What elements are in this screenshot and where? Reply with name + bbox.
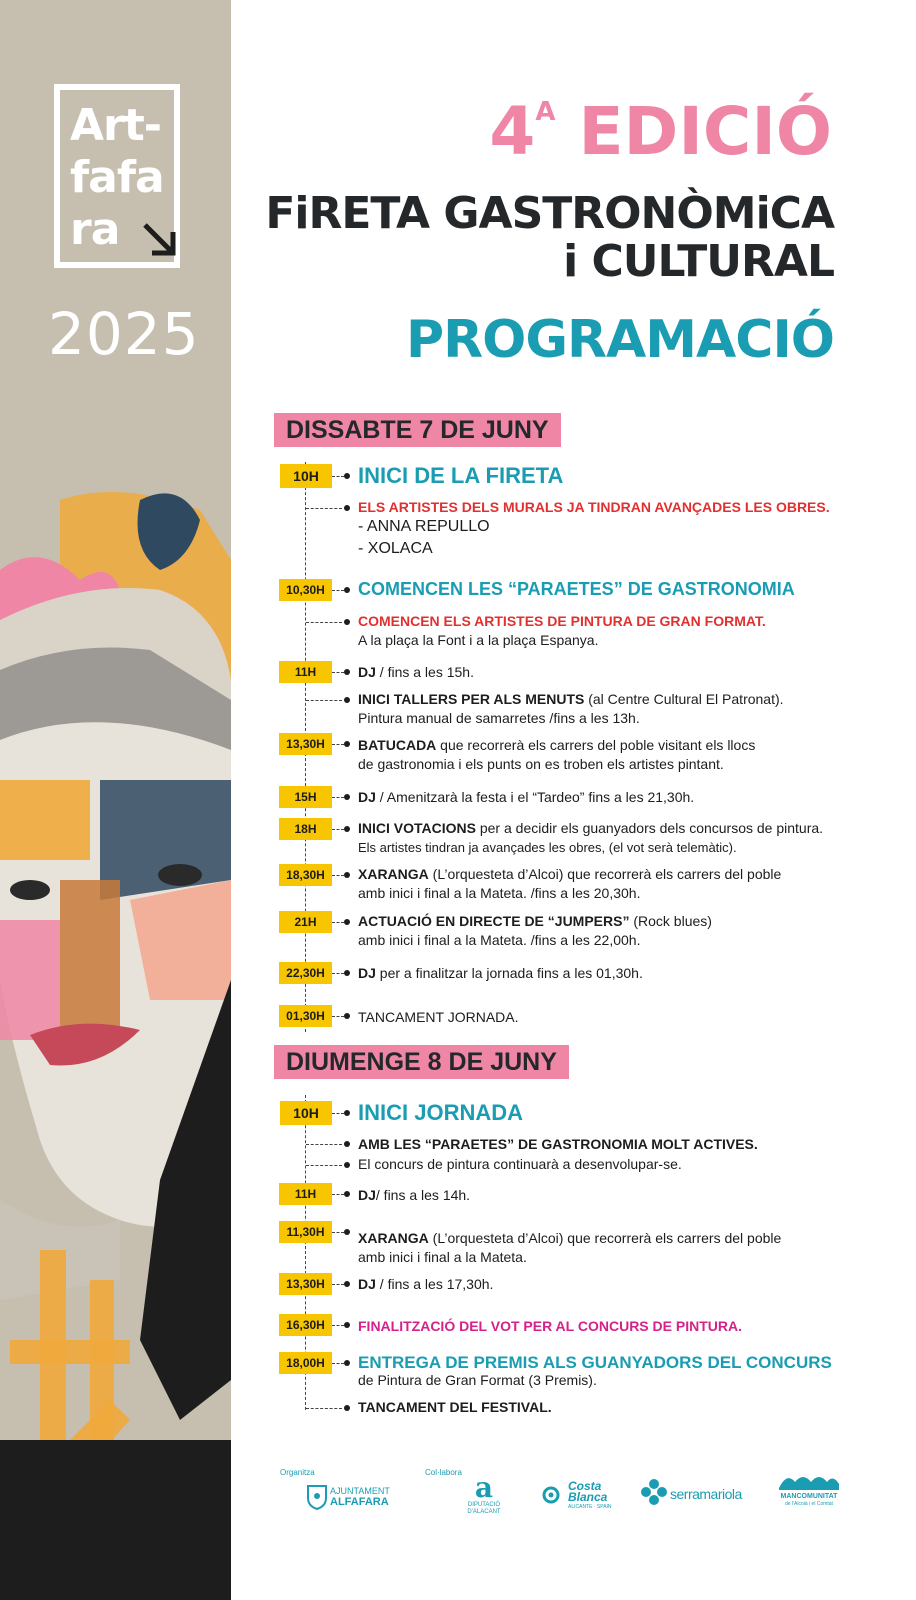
bullet-dot (344, 669, 350, 675)
batucada-detail: que recorrerà els carrers del poble visitant els llocs (436, 737, 756, 753)
paraetes-actives (358, 1135, 878, 1154)
left-art-panel (0, 0, 231, 1600)
dj-item (358, 663, 878, 682)
connector (332, 590, 344, 591)
connector (306, 1165, 342, 1166)
event-title-line-2: i CULTURAL (563, 236, 834, 287)
bullet-dot (344, 587, 350, 593)
arrow-down-right-icon (142, 222, 178, 258)
day1-header: DISSABTE 7 DE JUNY (274, 413, 561, 447)
edition-title (489, 72, 832, 172)
time-badge: 22,30H (279, 962, 332, 984)
connector (332, 1194, 344, 1195)
ajuntament-line2: ALFAFARA (330, 1496, 389, 1508)
costa-blanca-logo (538, 1478, 614, 1514)
dj-detail: per a finalitzar la jornada fins a les 01,30h. (375, 965, 643, 981)
time-badge: 11H (279, 661, 332, 683)
dj-item (358, 1186, 878, 1205)
tallers-detail: (al Centre Cultural El Patronat). (584, 691, 784, 707)
dj-label: DJ (358, 789, 376, 805)
bullet-dot (344, 872, 350, 878)
bullet-dot (344, 826, 350, 832)
xaranga-detail: (L’orquesteta d’Alcoi) que recorrerà els carrers del poble (428, 866, 782, 882)
tallers-label: INICI TALLERS PER ALS MENUTS (358, 691, 585, 707)
connector (332, 1363, 344, 1364)
year-label: 2025 (48, 300, 200, 368)
costa-line3: ALICANTE · SPAIN (568, 1504, 612, 1510)
wave-icon (777, 1470, 841, 1492)
day2-header: DIUMENGE 8 DE JUNY (274, 1045, 569, 1079)
jumpers-detail: (Rock blues) (629, 913, 712, 929)
serra-mariola-logo (640, 1478, 756, 1508)
connector (306, 622, 342, 623)
bullet-dot (344, 1360, 350, 1366)
time-badge: 21H (279, 911, 332, 933)
bullet-dot (344, 1229, 350, 1235)
xaranga-sub: amb inici i final a la Mateta. (358, 1249, 527, 1265)
xaranga-label: XARANGA (358, 866, 429, 882)
artist-xolaca: - XOLACA (358, 540, 433, 557)
bullet-dot (344, 794, 350, 800)
premis-title: ENTREGA DE PREMIS ALS GUANYADORS DEL CONCURS (358, 1353, 832, 1372)
jumpers-item (358, 912, 878, 950)
murals-note: ELS ARTISTES DELS MURALS JA TINDRAN AVANÇADES LES OBRES. (358, 499, 830, 515)
xaranga-item (358, 1229, 878, 1267)
votacions-sub: Els artistes tindran ja avançades les obres, (el vot serà telemàtic). (358, 840, 737, 855)
collabora-label: Col·labora (425, 1468, 462, 1477)
time-badge: 10H (280, 464, 332, 488)
gran-format-item (358, 612, 878, 650)
shield-icon (306, 1484, 328, 1510)
connector (332, 1016, 344, 1017)
time-badge: 15H (279, 786, 332, 808)
concurs-continua: El concurs de pintura continuarà a desenvolupar-se. (358, 1156, 682, 1172)
bullet-dot (344, 970, 350, 976)
xaranga-sub: amb inici i final a la Mateta. /fins a les 20,30h. (358, 885, 641, 901)
time-badge: 18H (279, 818, 332, 840)
premis-item (358, 1352, 878, 1388)
connector (332, 922, 344, 923)
bullet-dot (344, 1322, 350, 1328)
jumpers-sub: amb inici i final a la Mateta. /fins a les 22,00h. (358, 932, 641, 948)
logo-line-1: Art- (70, 104, 165, 148)
manco-line1: MANCOMUNITAT (780, 1493, 838, 1500)
dj-item (358, 1275, 878, 1294)
time-badge: 18,00H (279, 1352, 332, 1374)
logo-line-3: ra (70, 208, 123, 252)
bullet-dot (344, 1191, 350, 1197)
dj-label: DJ (358, 1276, 376, 1292)
bullet-dot (344, 473, 350, 479)
batucada-sub: de gastronomia i els punts on es troben els artistes pintant. (358, 756, 724, 772)
connector (332, 829, 344, 830)
connector (332, 797, 344, 798)
bullet-dot (344, 1405, 350, 1411)
connector (332, 1232, 344, 1233)
ajuntament-line1: AJUNTAMENT (330, 1486, 390, 1496)
time-badge: 10,30H (279, 579, 332, 601)
connector (332, 973, 344, 974)
bullet-dot (344, 1162, 350, 1168)
connector (306, 700, 342, 701)
tancament-festival (358, 1398, 878, 1417)
premis-sub: de Pintura de Gran Format (3 Premis). (358, 1372, 597, 1388)
edition-number: 4 (489, 93, 536, 170)
connector (306, 1408, 342, 1409)
inici-jornada: INICI JORNADA (358, 1100, 524, 1125)
connector (306, 1144, 342, 1145)
bullet-dot (344, 741, 350, 747)
connector (332, 875, 344, 876)
inici-fireta: INICI DE LA FIRETA (358, 463, 564, 488)
votacions-label: INICI VOTACIONS (358, 820, 476, 836)
connector (332, 744, 344, 745)
votacions-detail: per a decidir els guanyadors dels concursos de pintura. (475, 820, 824, 836)
tancament-jornada: TANCAMENT JORNADA. (358, 1009, 519, 1025)
costa-line2: Blanca (568, 1490, 608, 1504)
connector (306, 508, 342, 509)
connector (332, 1113, 344, 1114)
tancament-festival-label: TANCAMENT DEL FESTIVAL. (358, 1399, 552, 1415)
tallers-sub: Pintura manual de samarretes /fins a les 13h. (358, 710, 640, 726)
dj-detail: / fins a les 17,30h. (375, 1276, 494, 1292)
gran-format-title: COMENCEN ELS ARTISTES DE PINTURA DE GRAN FORMAT. (358, 613, 766, 629)
bullet-dot (344, 697, 350, 703)
manco-line2: de l'Alcoià i el Comtat (785, 1501, 833, 1507)
paraetes-item: COMENCEN LES “PARAETES” DE GASTRONOMIA (358, 579, 795, 599)
dj-detail: / fins a les 15h. (375, 664, 474, 680)
time-badge: 13,30H (279, 733, 332, 755)
diputacio-mark: a (474, 1471, 494, 1504)
connector (332, 1284, 344, 1285)
votacions-item (358, 819, 878, 857)
time-badge: 13,30H (279, 1273, 332, 1295)
time-badge: 01,30H (279, 1005, 332, 1027)
xaranga-detail: (L’orquesteta d’Alcoi) que recorrerà els carrers del poble (428, 1230, 782, 1246)
flower-icon (640, 1478, 668, 1506)
sun-icon (538, 1482, 564, 1508)
dj-label: DJ (358, 965, 376, 981)
diputacio-logo (462, 1471, 506, 1516)
organitza-label: Organitza (280, 1468, 315, 1477)
edition-superscript: A (535, 97, 556, 127)
serra-label: serramariola (670, 1486, 742, 1502)
artfafara-logo (54, 84, 180, 268)
time-badge: 18,30H (279, 864, 332, 886)
bullet-dot (344, 1281, 350, 1287)
bullet-dot (344, 1141, 350, 1147)
connector (332, 672, 344, 673)
time-badge: 16,30H (279, 1314, 332, 1336)
dj-label: DJ (358, 1187, 376, 1203)
connector (332, 1325, 344, 1326)
diputacio-line1: DIPUTACIÓ (467, 1502, 501, 1508)
xaranga-label: XARANGA (358, 1230, 429, 1246)
dj-label: DJ (358, 664, 376, 680)
tallers-item (358, 690, 878, 728)
xaranga-item (358, 865, 878, 903)
jumpers-label: ACTUACIÓ EN DIRECTE DE “JUMPERS” (358, 913, 630, 929)
connector (332, 476, 344, 477)
batucada-label: BATUCADA (358, 737, 437, 753)
gran-format-location: A la plaça la Font i a la plaça Espanya. (358, 632, 599, 648)
bullet-dot (344, 919, 350, 925)
bullet-dot (344, 1013, 350, 1019)
mancomunitat-logo (774, 1470, 844, 1514)
bullet-dot (344, 505, 350, 511)
dj-detail: / Amenitzarà la festa i el “Tardeo” fins a les 21,30h. (375, 789, 695, 805)
costa-line1: Costa (568, 1479, 602, 1493)
time-badge: 11H (279, 1183, 332, 1205)
dj-item (358, 788, 878, 807)
time-badge: 11,30H (279, 1221, 332, 1243)
artist-repullo: - ANNA REPULLO (358, 518, 490, 535)
edition-word: EDICIÓ (578, 93, 832, 170)
logo-line-2: fafa (70, 156, 168, 200)
bullet-dot (344, 619, 350, 625)
dj-detail: / fins a les 14h. (375, 1187, 471, 1203)
batucada-item (358, 736, 878, 774)
bullet-dot (344, 1110, 350, 1116)
diputacio-line2: D'ALACANT (467, 1509, 501, 1515)
fi-vot-item: FINALITZACIÓ DEL VOT PER AL CONCURS DE PINTURA. (358, 1318, 742, 1334)
paraetes-actives-label: AMB LES “PARAETES” DE GASTRONOMIA MOLT ACTIVES. (358, 1136, 758, 1152)
portrait-artwork (0, 480, 231, 1600)
event-title-line-1: FiRETA GASTRONÒMiCA (265, 188, 834, 239)
time-badge: 10H (280, 1101, 332, 1125)
dj-item (358, 964, 878, 983)
program-heading: PROGRAMACIÓ (405, 310, 834, 370)
